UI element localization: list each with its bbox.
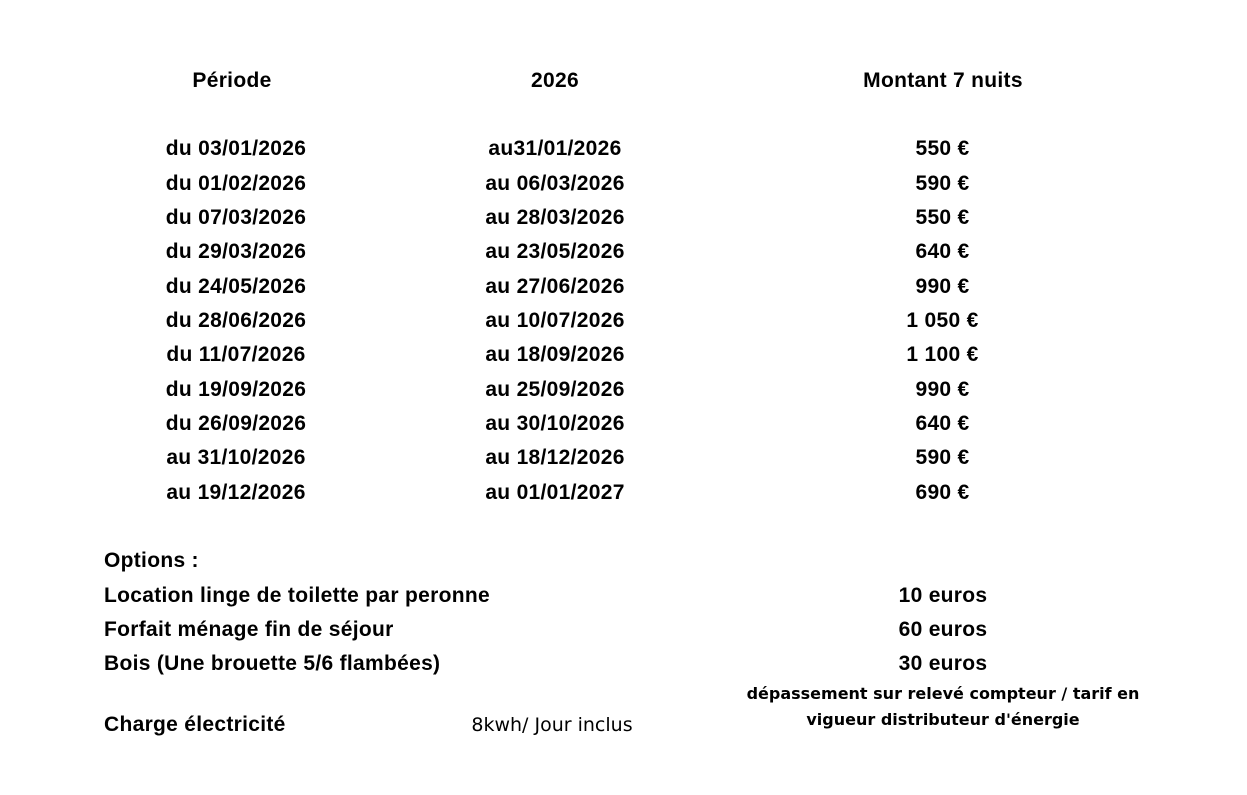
- row-from: au 19/12/2026: [166, 481, 306, 504]
- row-to: au 28/03/2026: [485, 206, 625, 229]
- row-amount: 550 €: [915, 206, 970, 229]
- row-amount: 690 €: [915, 481, 970, 504]
- row-to: au 18/12/2026: [485, 446, 625, 469]
- electricity-note-line2: vigueur distributeur d'énergie: [806, 710, 1080, 729]
- row-to: au 10/07/2026: [485, 309, 625, 332]
- header-amount: Montant 7 nuits: [863, 69, 1023, 92]
- electricity-included: 8kwh/ Jour inclus: [471, 714, 633, 736]
- header-period: Période: [192, 69, 272, 92]
- row-from: du 11/07/2026: [166, 343, 306, 366]
- option-label: Forfait ménage fin de séjour: [104, 618, 394, 641]
- row-to: au 30/10/2026: [485, 412, 625, 435]
- row-amount: 590 €: [915, 172, 970, 195]
- row-from: du 26/09/2026: [165, 412, 307, 435]
- row-to: au 01/01/2027: [485, 481, 625, 504]
- electricity-note-line1: dépassement sur relevé compteur / tarif en: [746, 684, 1140, 703]
- options-title: Options :: [104, 549, 199, 572]
- row-to: au 06/03/2026: [485, 172, 625, 195]
- option-label: Location linge de toilette par peronne: [104, 584, 490, 607]
- option-price: 10 euros: [898, 584, 988, 607]
- row-amount: 1 100 €: [906, 343, 979, 366]
- row-from: du 28/06/2026: [165, 309, 307, 332]
- row-amount: 590 €: [915, 446, 970, 469]
- row-from: du 19/09/2026: [165, 378, 307, 401]
- row-from: du 29/03/2026: [165, 240, 307, 263]
- row-to: au 18/09/2026: [485, 343, 625, 366]
- row-amount: 640 €: [915, 412, 970, 435]
- row-amount: 1 050 €: [906, 309, 979, 332]
- row-amount: 640 €: [915, 240, 970, 263]
- row-to: au 23/05/2026: [485, 240, 625, 263]
- row-to: au 25/09/2026: [485, 378, 625, 401]
- option-price: 60 euros: [898, 618, 988, 641]
- row-from: du 07/03/2026: [165, 206, 307, 229]
- row-amount: 990 €: [915, 275, 970, 298]
- electricity-label: Charge électricité: [104, 713, 286, 736]
- row-from: au 31/10/2026: [166, 446, 306, 469]
- header-year: 2026: [531, 69, 579, 92]
- row-amount: 550 €: [915, 137, 970, 160]
- option-label: Bois (Une brouette 5/6 flambées): [104, 652, 441, 675]
- row-to: au31/01/2026: [488, 137, 622, 160]
- row-from: du 01/02/2026: [165, 172, 307, 195]
- row-from: du 24/05/2026: [165, 275, 307, 298]
- row-amount: 990 €: [915, 378, 970, 401]
- row-to: au 27/06/2026: [485, 275, 625, 298]
- option-price: 30 euros: [898, 652, 988, 675]
- row-from: du 03/01/2026: [165, 137, 307, 160]
